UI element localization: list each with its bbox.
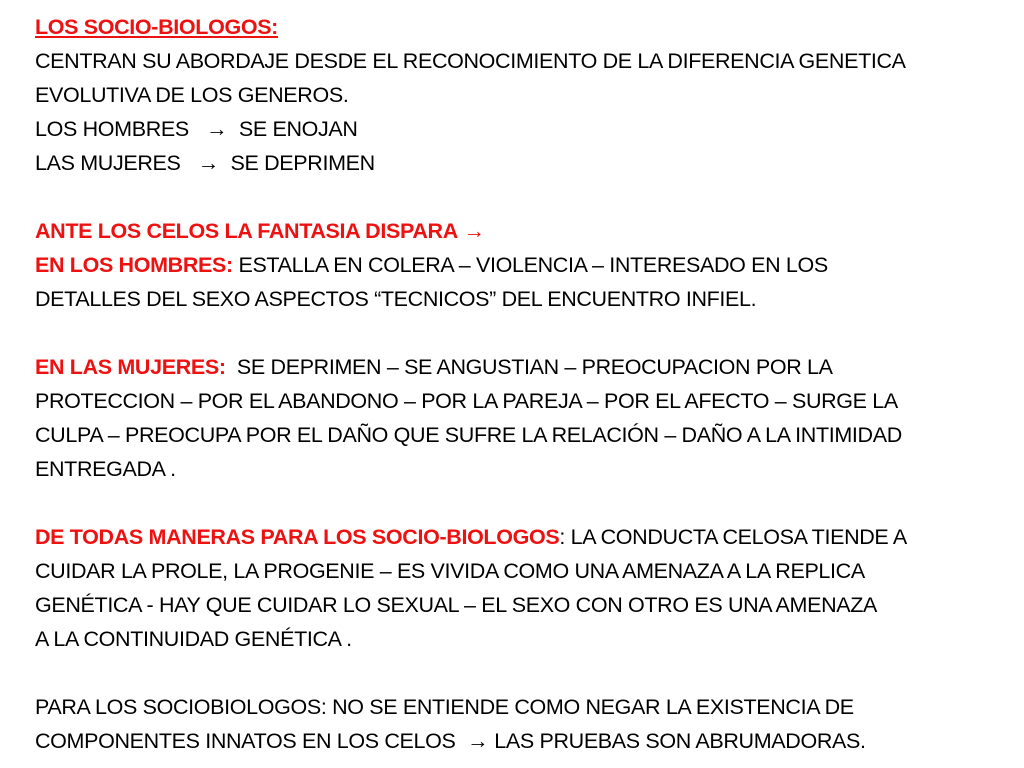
conclusion-line2: CUIDAR LA PROLE, LA PROGENIE – ES VIVIDA COMO UNA AMENAZA A LA REPLICA [35,559,865,583]
conclusion-colon: : [559,525,565,549]
arrow-right-icon: → [467,729,489,753]
women-paragraph-line4: ENTREGADA . [35,457,176,481]
block1-line2: EVOLUTIVA DE LOS GENEROS. [35,83,349,107]
men-paragraph-text1: ESTALLA EN COLERA – VIOLENCIA – INTERESADO EN LOS [238,253,828,277]
conclusion-label: DE TODAS MANERAS PARA LOS SOCIO-BIOLOGOS [35,525,560,549]
spacer [35,180,1016,214]
final-text-right: LAS PRUEBAS SON ABRUMADORAS. [494,729,866,753]
men-result: SE ENOJAN [238,117,358,141]
arrow-right-icon: → [197,151,219,175]
women-paragraph-line2: PROTECCION – POR EL ABANDONO – POR LA PAREJA – POR EL AFECTO – SURGE LA [35,389,898,413]
spacer [35,316,1016,350]
spacer [35,656,1016,690]
men-paragraph-label: EN LOS HOMBRES: [35,253,233,277]
women-paragraph-line1 [35,350,1016,384]
block1-heading-line [35,10,1016,44]
conclusion-text1: LA CONDUCTA CELOSA TIENDE A [564,525,907,549]
final-line1: PARA LOS SOCIOBIOLOGOS: NO SE ENTIENDE COMO NEGAR LA EXISTENCIA DE [35,695,854,719]
spacer [35,486,1016,520]
men-label: LOS HOMBRES [35,117,189,141]
socio-biologos-heading: LOS SOCIO-BIOLOGOS: [35,15,278,39]
arrow-right-icon: → [206,117,228,141]
men-paragraph-line2: DETALLES DEL SEXO ASPECTOS “TECNICOS” DEL ENCUENTRO INFIEL. [35,287,757,311]
fantasy-heading-line [35,214,1016,248]
women-result: SE DEPRIMEN [230,151,375,175]
conclusion-line3: GENÉTICA - HAY QUE CUIDAR LO SEXUAL – EL SEXO CON OTRO ES UNA AMENAZA [35,593,878,617]
women-paragraph-line3: CULPA – PREOCUPA POR EL DAÑO QUE SUFRE LA RELACIÓN – DAÑO A LA INTIMIDAD [35,423,902,447]
final-text-left: COMPONENTES INNATOS EN LOS CELOS [35,729,456,753]
conclusion-line4: A LA CONTINUIDAD GENÉTICA . [35,627,352,651]
women-paragraph-label: EN LAS MUJERES: [35,355,226,379]
conclusion-line1 [35,520,1016,554]
fantasy-heading: ANTE LOS CELOS LA FANTASIA DISPARA [35,219,458,243]
final-line2 [35,724,1016,758]
arrow-right-icon: → [463,219,485,243]
men-paragraph-line1 [35,248,1016,282]
block1-line1: CENTRAN SU ABORDAJE DESDE EL RECONOCIMIENTO DE LA DIFERENCIA GENETICA [35,49,906,73]
women-line [35,146,1016,180]
women-paragraph-text1: SE DEPRIMEN – SE ANGUSTIAN – PREOCUPACION POR LA [236,355,833,379]
women-label: LAS MUJERES [35,151,181,175]
men-line [35,112,1016,146]
